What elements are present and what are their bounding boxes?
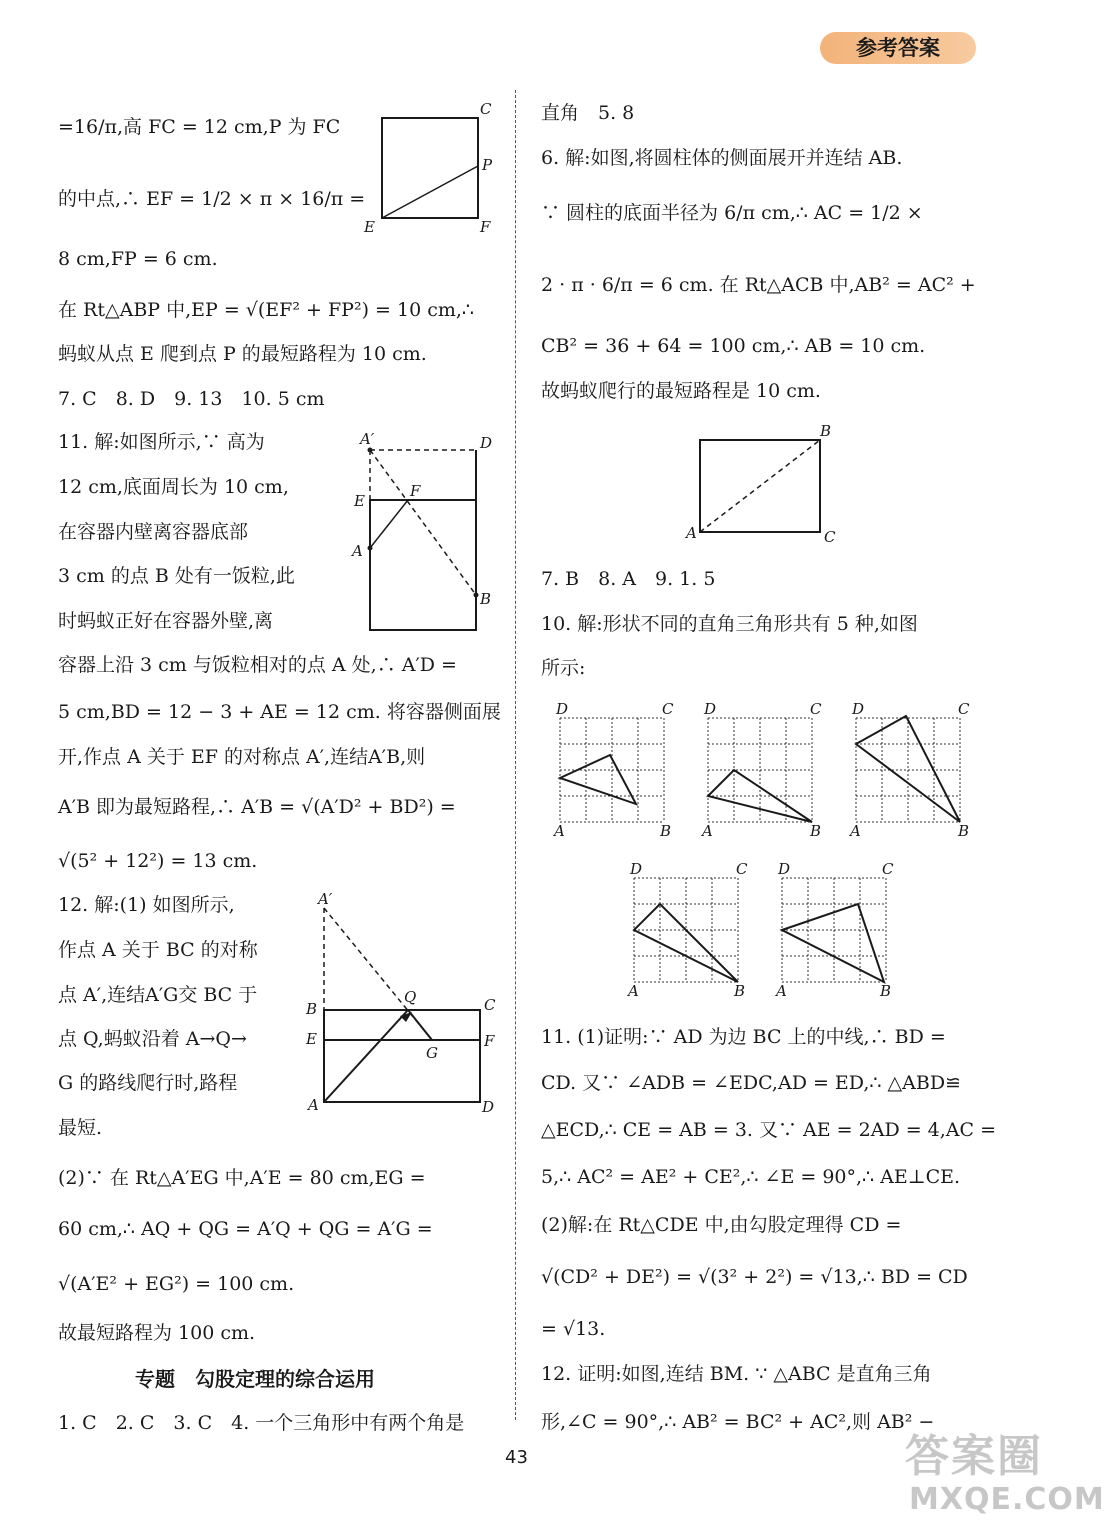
right-line-11: CD. 又∵ ∠ADB = ∠EDC,AD = ED,∴ △ABD≌ — [541, 1072, 961, 1094]
grid-figure-2 — [698, 698, 828, 843]
label-b: B — [734, 982, 746, 1000]
watermark-line-2: MXQE.COM — [909, 1482, 1105, 1517]
left-line-11: 时蚂蚁正好在容器外壁,离 — [58, 610, 274, 632]
answer-key-badge: 参考答案 — [820, 32, 976, 64]
label-a: A — [352, 542, 363, 560]
label-e: E — [364, 218, 375, 236]
label-c: C — [882, 860, 894, 878]
left-line-4: 在 Rt△ABP 中,EP = √(EF² + FP²) = 10 cm,∴ — [58, 299, 474, 321]
figure-problem-6 — [680, 420, 850, 550]
label-c: C — [824, 528, 836, 546]
label-b: B — [958, 822, 970, 840]
grid-figure-3 — [846, 698, 976, 843]
figure-efcp-ep-line — [382, 166, 478, 218]
right-line-8: 10. 解:形状不同的直角三角形共有 5 种,如图 — [541, 613, 918, 635]
watermark-logo — [905, 1420, 1105, 1530]
label-e: E — [354, 492, 365, 510]
right-line-16: = √13. — [541, 1318, 606, 1340]
left-line-26: 故最短路程为 100 cm. — [58, 1322, 256, 1344]
left-line-19: 点 A′,连结A′G交 BC 于 — [58, 984, 258, 1006]
left-line-23: (2)∵ 在 Rt△A′EG 中,A′E = 80 cm,EG = — [58, 1167, 426, 1189]
left-line-1: =16/π,高 FC = 12 cm,P 为 FC — [58, 116, 341, 138]
label-c: C — [484, 996, 496, 1014]
label-d: D — [556, 700, 569, 718]
label-c: C — [810, 700, 822, 718]
label-c: C — [958, 700, 970, 718]
figure-problem-12 — [300, 890, 505, 1125]
right-line-7: 7. B 8. A 9. 1. 5 — [541, 568, 716, 590]
right-line-5: CB² = 36 + 64 = 100 cm,∴ AB = 10 cm. — [541, 335, 926, 357]
left-line-13: 5 cm,BD = 12 − 3 + AE = 12 cm. 将容器侧面展 — [58, 701, 501, 723]
right-line-14: (2)解:在 Rt△CDE 中,由勾股定理得 CD = — [541, 1214, 902, 1236]
figure-efcp — [360, 98, 500, 238]
left-line-14: 开,作点 A 关于 EF 的对称点 A′,连结A′B,则 — [58, 746, 426, 768]
grid5-triangle — [782, 904, 884, 982]
left-line-25: √(A′E² + EG²) = 100 cm. — [58, 1273, 295, 1295]
left-line-18: 作点 A 关于 BC 的对称 — [58, 939, 258, 961]
right-line-4: 2 · π · 6/π = 6 cm. 在 Rt△ACB 中,AB² = AC² + — [541, 274, 976, 296]
left-line-3: 8 cm,FP = 6 cm. — [58, 248, 218, 270]
left-line-last: 1. C 2. C 3. C 4. 一个三角形中有两个角是 — [58, 1412, 465, 1434]
figure-problem-11 — [348, 430, 498, 635]
label-a: A — [554, 822, 565, 840]
label-b: B — [810, 822, 822, 840]
page-number: 43 — [505, 1447, 528, 1468]
fig11-point-aprime — [368, 448, 373, 453]
figure-efcp-rect — [382, 118, 478, 218]
label-aprime: A′ — [360, 430, 375, 448]
fig11-point-b — [474, 593, 479, 598]
fig11-point-a — [368, 546, 373, 551]
label-b: B — [480, 590, 492, 608]
left-line-7: 11. 解:如图所示,∵ 高为 — [58, 431, 265, 453]
label-aprime: A′ — [318, 890, 333, 908]
right-line-17: 12. 证明:如图,连结 BM. ∵ △ABC 是直角三角 — [541, 1363, 932, 1385]
left-line-5: 蚂蚁从点 E 爬到点 P 的最短路程为 10 cm. — [58, 343, 427, 365]
right-line-13: 5,∴ AC² = AE² + CE²,∴ ∠E = 90°,∴ AE⊥CE. — [541, 1166, 961, 1188]
label-d: D — [852, 700, 865, 718]
left-line-8: 12 cm,底面周长为 10 cm, — [58, 476, 289, 498]
label-d: D — [630, 860, 643, 878]
label-a: A — [776, 982, 787, 1000]
left-line-22: 最短. — [58, 1117, 103, 1139]
label-a: A — [308, 1096, 319, 1114]
label-d: D — [482, 1098, 495, 1116]
section-title: 专题 勾股定理的综合运用 — [135, 1367, 375, 1391]
grid1-triangle — [560, 755, 636, 804]
label-a: A — [850, 822, 861, 840]
label-a: A — [686, 524, 697, 542]
right-line-12: △ECD,∴ CE = AB = 3. 又∵ AE = 2AD = 4,AC = — [541, 1119, 997, 1141]
left-line-6: 7. C 8. D 9. 13 10. 5 cm — [58, 388, 325, 410]
label-p: P — [482, 156, 493, 174]
label-b: B — [660, 822, 672, 840]
label-d: D — [778, 860, 791, 878]
left-line-20: 点 Q,蚂蚁沿着 A→Q→ — [58, 1028, 247, 1050]
fig11-container-rect — [370, 500, 476, 630]
right-line-2: 6. 解:如图,将圆柱体的侧面展开并连结 AB. — [541, 147, 903, 169]
fig12-q-g — [408, 1010, 432, 1040]
label-f: F — [480, 218, 491, 236]
left-line-15: A′B 即为最短路程,∴ A′B = √(A′D² + BD²) = — [58, 796, 456, 818]
left-line-12: 容器上沿 3 cm 与饭粒相对的点 A 处,∴ A′D = — [58, 654, 457, 676]
fig12-rect — [324, 1010, 480, 1102]
left-line-9: 在容器内壁离容器底部 — [58, 521, 249, 543]
label-c: C — [662, 700, 674, 718]
label-a: A — [702, 822, 713, 840]
fig11-aprime-b — [370, 450, 476, 595]
grid-figure-4 — [624, 858, 754, 1003]
label-b: B — [820, 422, 832, 440]
label-b: B — [306, 1000, 318, 1018]
label-c: C — [480, 100, 492, 118]
fig12-a-q — [324, 1010, 408, 1102]
label-a: A — [628, 982, 639, 1000]
fig11-a-f — [370, 500, 408, 548]
left-line-24: 60 cm,∴ AQ + QG = A′Q + QG = A′G = — [58, 1218, 433, 1240]
label-g: G — [426, 1044, 438, 1062]
label-d: D — [480, 434, 493, 452]
label-q: Q — [404, 988, 417, 1006]
right-line-6: 故蚂蚁爬行的最短路程是 10 cm. — [541, 380, 821, 402]
left-line-2: 的中点,∴ EF = 1/2 × π × 16/π = — [58, 188, 366, 210]
left-line-21: G 的路线爬行时,路程 — [58, 1072, 238, 1094]
right-line-1: 直角 5. 8 — [541, 102, 635, 124]
watermark-line-1: 答案圈 — [905, 1431, 1043, 1482]
label-f: F — [410, 482, 421, 500]
label-f: F — [484, 1032, 495, 1050]
label-c: C — [736, 860, 748, 878]
label-b: B — [880, 982, 892, 1000]
fig6-diagonal-ab — [700, 440, 820, 532]
column-divider — [515, 90, 516, 1420]
grid-figure-5 — [772, 858, 902, 1003]
right-line-18: 形,∠C = 90°,∴ AB² = BC² + AC²,则 AB² − — [541, 1411, 935, 1433]
left-line-16: √(5² + 12²) = 13 cm. — [58, 850, 258, 872]
left-line-17: 12. 解:(1) 如图所示, — [58, 894, 235, 916]
right-line-3: ∵ 圆柱的底面半径为 6/π cm,∴ AC = 1/2 × — [541, 202, 923, 224]
right-line-10: 11. (1)证明:∵ AD 为边 BC 上的中线,∴ BD = — [541, 1026, 946, 1048]
right-line-9: 所示: — [541, 657, 586, 679]
right-line-15: √(CD² + DE²) = √(3² + 2²) = √13,∴ BD = CD — [541, 1266, 968, 1288]
label-d: D — [704, 700, 717, 718]
label-e: E — [306, 1030, 317, 1048]
left-line-10: 3 cm 的点 B 处有一饭粒,此 — [58, 565, 295, 587]
grid-figure-1 — [550, 698, 680, 843]
